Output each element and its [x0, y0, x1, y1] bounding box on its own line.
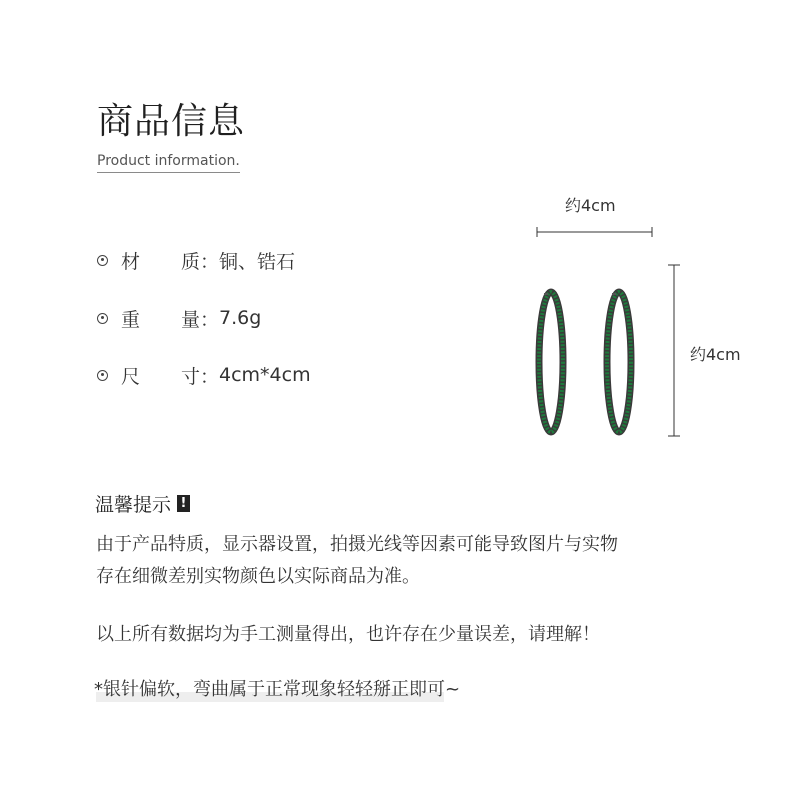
width-dimension-line [537, 227, 652, 237]
page-subtitle: Product information. [97, 153, 240, 169]
spec-value: 7.6g [219, 307, 262, 329]
spec-label: 重 量： [121, 308, 219, 331]
spec-material [97, 246, 295, 274]
subtitle-underline [97, 172, 240, 173]
notice-title-text: 温馨提示 [95, 494, 172, 516]
bullet-icon [97, 313, 108, 324]
spec-value: 4cm*4cm [219, 364, 311, 386]
spec-label: 材 质： [121, 250, 219, 273]
bullet-icon [97, 255, 108, 266]
spec-value: 铜、锆石 [219, 250, 296, 273]
spec-weight [97, 304, 261, 332]
earring-product-image [520, 220, 700, 445]
spec-label: 尺 寸： [121, 365, 219, 388]
bullet-icon [97, 370, 108, 381]
right-hoop [607, 292, 631, 432]
notice-note: *银针偏软，弯曲属于正常现象轻轻掰正即可~ [94, 679, 461, 700]
spec-size [97, 361, 311, 389]
notice-line-3: 以上所有数据均为手工测量得出，也许存在少量误差，请理解！ [96, 624, 600, 645]
page-title: 商品信息 [97, 101, 246, 142]
left-hoop [539, 292, 563, 432]
notice-title [95, 490, 190, 517]
notice-line-1: 由于产品特质，显示器设置，拍摄光线等因素可能导致图片与实物 [96, 534, 618, 555]
height-dimension-line [668, 265, 680, 436]
notice-line-2: 存在细微差别实物颜色以实际商品为准。 [96, 566, 420, 587]
exclamation-icon: ! [177, 495, 190, 512]
width-dimension-label: 约4cm [565, 196, 616, 215]
height-dimension-label: 约4cm [690, 345, 741, 364]
